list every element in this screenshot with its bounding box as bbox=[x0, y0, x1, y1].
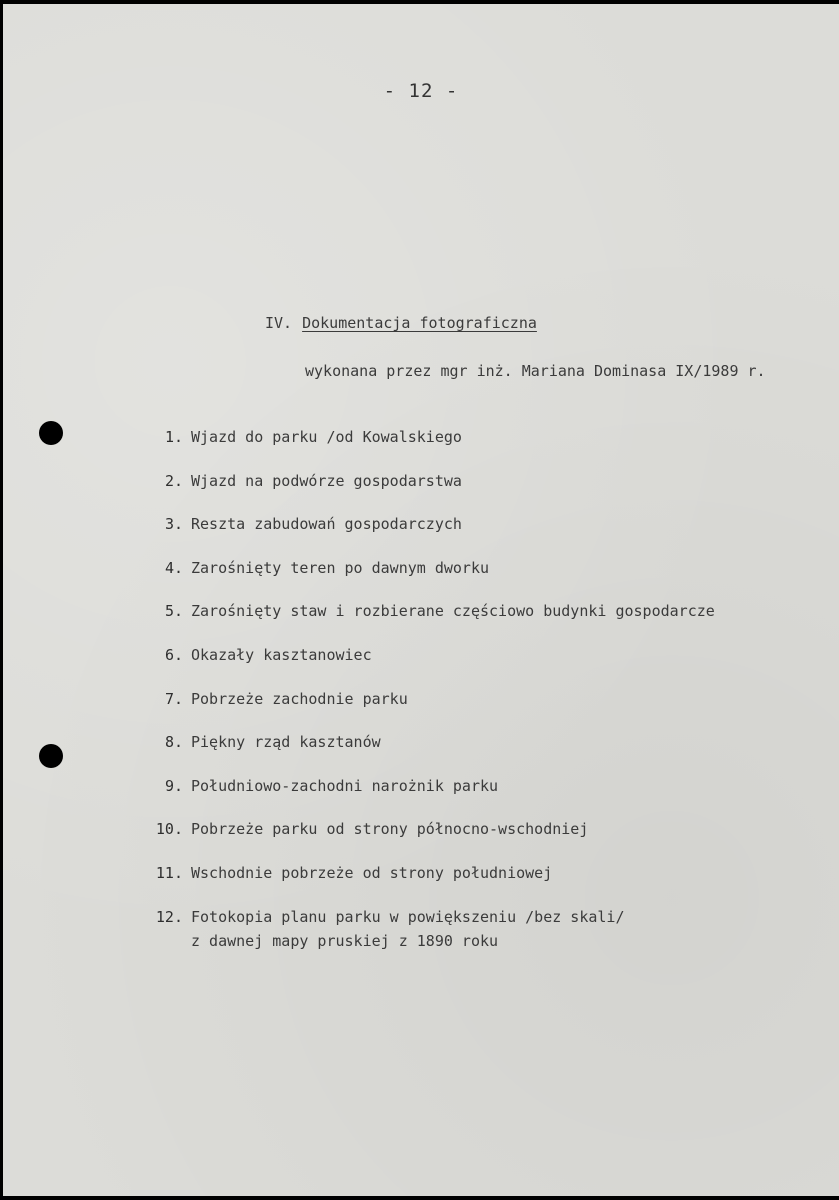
item-number: 8. bbox=[164, 733, 183, 752]
item-text: Wjazd do parku /od Kowalskiego bbox=[191, 428, 462, 446]
item-text: Reszta zabudowań gospodarczych bbox=[191, 515, 462, 534]
item-text: Zarośnięty teren po dawnym dworku bbox=[191, 558, 490, 577]
item-number: 9. bbox=[164, 776, 183, 795]
item-text: Wjazd na podwórze gospodarstwa bbox=[191, 471, 462, 490]
document-page bbox=[3, 4, 839, 1196]
list-item bbox=[133, 470, 823, 492]
list-item bbox=[133, 862, 823, 884]
item-text: Pobrzeże parku od strony północno-wschodniej bbox=[191, 820, 589, 839]
photo-list bbox=[133, 426, 823, 973]
item-text: Fotokopia planu parku w powiększeniu /bez skali/ bbox=[191, 907, 625, 926]
item-text: Okazały kasztanowiec bbox=[191, 645, 372, 664]
item-number: 4. bbox=[164, 558, 183, 577]
list-item bbox=[133, 818, 823, 840]
list-item bbox=[133, 557, 823, 579]
section-title: Dokumentacja fotograficzna bbox=[302, 314, 537, 332]
item-text-continuation: z dawnej mapy pruskiej z 1890 roku bbox=[191, 931, 499, 950]
item-number: 1. bbox=[164, 428, 183, 446]
list-item bbox=[133, 775, 823, 797]
list-item bbox=[133, 906, 823, 952]
item-number: 12. bbox=[155, 907, 183, 926]
punch-hole-lower bbox=[39, 744, 63, 768]
item-text: Piękny rząd kasztanów bbox=[191, 733, 381, 752]
page-number: - 12 - bbox=[383, 80, 459, 102]
list-item bbox=[133, 644, 823, 666]
list-item bbox=[133, 600, 823, 622]
item-number: 5. bbox=[164, 602, 183, 621]
item-text: Wschodnie pobrzeże od strony południowej bbox=[191, 863, 553, 882]
item-number: 11. bbox=[155, 863, 183, 882]
list-item bbox=[133, 426, 823, 448]
section-number: IV. bbox=[265, 314, 293, 332]
section-subtitle: wykonana przez mgr inż. Mariana Dominasa IX/1989 r. bbox=[305, 362, 766, 380]
punch-hole-upper bbox=[39, 421, 63, 445]
item-number: 3. bbox=[164, 515, 183, 534]
item-text: Zarośnięty staw i rozbierane częściowo budynki gospodarcze bbox=[191, 602, 715, 621]
item-text: Pobrzeże zachodnie parku bbox=[191, 689, 408, 708]
item-number: 6. bbox=[164, 645, 183, 664]
list-item bbox=[133, 731, 823, 753]
list-item bbox=[133, 688, 823, 710]
item-number: 2. bbox=[164, 471, 183, 490]
item-number: 7. bbox=[164, 689, 183, 708]
list-item bbox=[133, 513, 823, 535]
section-heading bbox=[265, 314, 537, 332]
item-number: 10. bbox=[155, 820, 183, 839]
item-text: Południowo-zachodni narożnik parku bbox=[191, 776, 499, 795]
